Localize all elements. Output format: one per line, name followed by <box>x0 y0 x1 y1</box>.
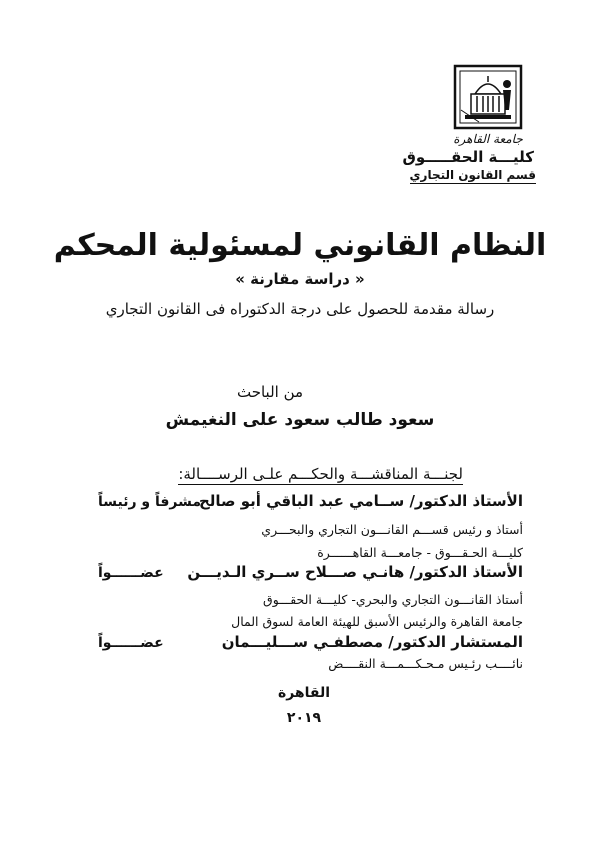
researcher-label: من الباحث <box>236 383 304 401</box>
university-name-script: جامعة القاهرة <box>453 132 523 146</box>
committee-member-role: مشرفاً و رئيساً <box>98 494 202 510</box>
thesis-purpose: رسالة مقدمة للحصول على درجة الدكتوراه فى القانون التجاري <box>105 300 495 318</box>
thesis-title: النظام القانوني لمسئولية المحكم <box>53 228 547 263</box>
committee-member-info: أستاذ و رئيس قســـم القانـــون التجاري والبحـــري <box>261 522 523 537</box>
university-logo <box>442 64 534 146</box>
university-emblem-icon <box>453 64 523 130</box>
committee-member-info: كليـــة الحـقـــوق - جامعـــة القاهــــــرة <box>317 545 523 560</box>
researcher-name: سعود طالب سعود على النغيمش <box>165 410 435 430</box>
committee-member-info: أستاذ القانـــون التجاري والبحري- كليـــة الحقـــوق <box>263 592 523 607</box>
year-of-publication: ٢٠١٩ <box>286 710 322 726</box>
committee-member-name: الأستاذ الدكتور/ هانـي صـــلاح ســري الـديـــن <box>187 563 523 581</box>
committee-heading: لجنـــة المناقشـــة والحكـــم علـى الرســــالة: <box>178 465 463 483</box>
department-name: قسم القانون التجاري <box>409 168 536 182</box>
thesis-subtitle: « دراسة مقارنة » <box>235 270 365 288</box>
committee-member-name: الأستاذ الدكتور/ ســامي عبد الباقي أبو صالح <box>198 492 523 510</box>
place-of-publication: القاهرة <box>277 685 331 701</box>
committee-member-info: جامعة القاهرة والرئيس الأسبق للهيئة العامة لسوق المال <box>231 614 523 629</box>
committee-member-info: نائــــب رئـيس مـحـكـــمـــة النقــــض <box>328 656 523 671</box>
committee-member-role: عضــــــواً <box>98 565 164 581</box>
committee-member-name: المستشار الدكتور/ مصطفـي ســـليـــمان <box>221 633 523 651</box>
committee-member-role: عضــــــواً <box>98 635 164 651</box>
faculty-name: كليـــة الحقـــــوق <box>402 148 534 166</box>
